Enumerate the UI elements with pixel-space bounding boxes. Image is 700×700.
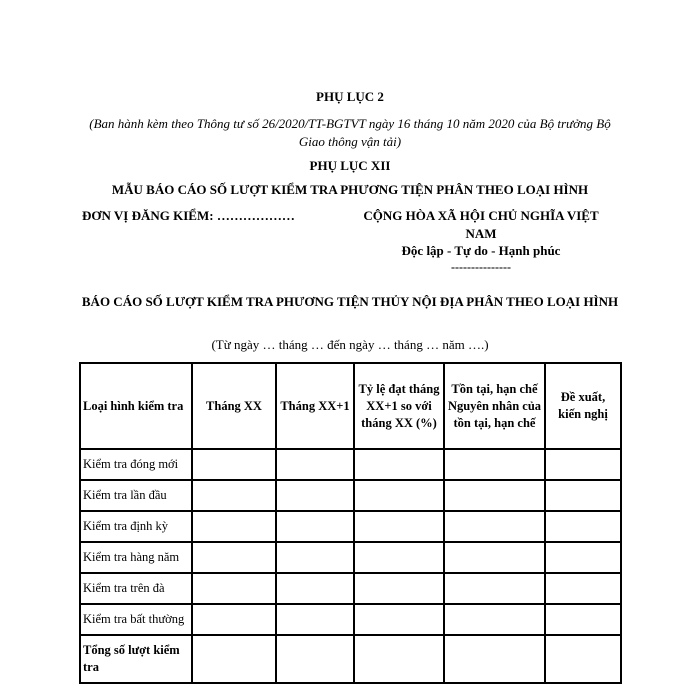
cell-issues xyxy=(444,511,545,542)
inspection-unit-line: ĐƠN VỊ ĐĂNG KIỂM: ……………… xyxy=(82,208,295,223)
cell-pass-rate xyxy=(354,635,444,683)
table-row xyxy=(80,604,621,635)
table-row xyxy=(80,480,621,511)
issued-note: (Ban hành kèm theo Thông tư số 26/2020/TT-BGTVT ngày 16 tháng 10 năm 2020 của Bộ trưởng Bộ Giao thông vận tải) xyxy=(89,116,611,149)
header-month-xx-plus-1: Tháng XX+1 xyxy=(276,363,354,449)
cell-pass-rate xyxy=(354,604,444,635)
row-label: Kiểm tra đóng mới xyxy=(80,449,192,480)
cell-issues xyxy=(444,635,545,683)
header-pass-rate: Tỷ lệ đạt tháng XX+1 so với tháng XX (%) xyxy=(354,363,444,449)
cell-pass-rate xyxy=(354,573,444,604)
total-row-label: Tổng số lượt kiểm tra xyxy=(80,635,192,683)
national-motto: Độc lập - Tự do - Hạnh phúc xyxy=(401,243,561,258)
row-label: Kiểm tra hàng năm xyxy=(80,542,192,573)
cell-month-xx xyxy=(192,573,276,604)
table-total-row xyxy=(80,635,621,683)
appendix-2-heading: PHỤ LỤC 2 xyxy=(316,89,384,104)
appendix-12-heading: PHỤ LỤC XII xyxy=(309,158,391,173)
cell-proposals xyxy=(545,480,621,511)
cell-month-xx xyxy=(192,511,276,542)
cell-month-xx-plus-1 xyxy=(276,573,354,604)
cell-issues xyxy=(444,480,545,511)
table-row xyxy=(80,573,621,604)
cell-proposals xyxy=(545,542,621,573)
cell-month-xx-plus-1 xyxy=(276,542,354,573)
cell-proposals xyxy=(545,511,621,542)
cell-month-xx xyxy=(192,635,276,683)
cell-proposals xyxy=(545,573,621,604)
cell-issues xyxy=(444,573,545,604)
cell-month-xx xyxy=(192,604,276,635)
cell-month-xx xyxy=(192,480,276,511)
table-header-row xyxy=(80,363,621,449)
cell-month-xx-plus-1 xyxy=(276,604,354,635)
table-row xyxy=(80,542,621,573)
form-title: MẪU BÁO CÁO SỐ LƯỢT KIỂM TRA PHƯƠNG TIỆN PHÂN THEO LOẠI HÌNH xyxy=(111,182,589,197)
cell-proposals xyxy=(545,449,621,480)
cell-pass-rate xyxy=(354,542,444,573)
header-proposals: Đề xuất, kiến nghị xyxy=(545,363,621,449)
inspection-report-table xyxy=(79,362,622,684)
cell-pass-rate xyxy=(354,480,444,511)
national-title: CỘNG HÒA XÃ HỘI CHỦ NGHĨA VIỆT NAM xyxy=(363,208,599,241)
motto-underline: --------------- xyxy=(451,260,511,274)
table-row xyxy=(80,449,621,480)
row-label: Kiểm tra trên đà xyxy=(80,573,192,604)
row-label: Kiểm tra bất thường xyxy=(80,604,192,635)
report-title: BÁO CÁO SỐ LƯỢT KIỂM TRA PHƯƠNG TIỆN THỦY NỘI ĐỊA PHÂN THEO LOẠI HÌNH xyxy=(81,294,619,309)
cell-issues xyxy=(444,449,545,480)
header-inspection-type: Loại hình kiểm tra xyxy=(80,363,192,449)
table-row xyxy=(80,511,621,542)
cell-issues xyxy=(444,604,545,635)
cell-month-xx-plus-1 xyxy=(276,511,354,542)
cell-month-xx-plus-1 xyxy=(276,449,354,480)
cell-month-xx-plus-1 xyxy=(276,480,354,511)
row-label: Kiểm tra định kỳ xyxy=(80,511,192,542)
cell-month-xx xyxy=(192,542,276,573)
cell-month-xx xyxy=(192,449,276,480)
row-label: Kiểm tra lần đầu xyxy=(80,480,192,511)
cell-proposals xyxy=(545,635,621,683)
cell-month-xx-plus-1 xyxy=(276,635,354,683)
cell-issues xyxy=(444,542,545,573)
header-month-xx: Tháng XX xyxy=(192,363,276,449)
date-range: (Từ ngày … tháng … đến ngày … tháng … năm ….) xyxy=(211,337,489,352)
cell-pass-rate xyxy=(354,449,444,480)
cell-proposals xyxy=(545,604,621,635)
cell-pass-rate xyxy=(354,511,444,542)
header-issues-causes: Tồn tại, hạn chế Nguyên nhân của tồn tại, hạn chế xyxy=(444,363,545,449)
